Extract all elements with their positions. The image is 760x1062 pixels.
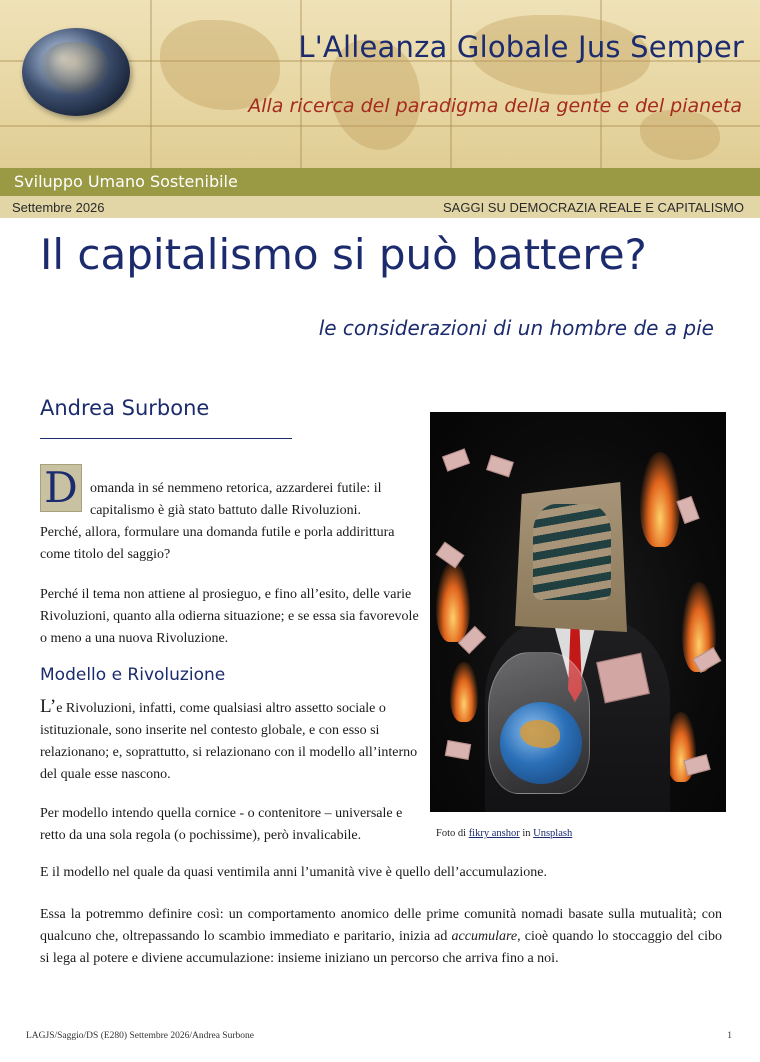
paragraph-2: Perché il tema non attiene al prosieguo, e fino all’esito, delle varie Rivoluzioni, quanto alla odierna situazione; e se essa sia favorevole o meno a una nuova Rivoluzione.: [40, 587, 419, 646]
caption-prefix: Foto di: [436, 828, 469, 839]
paragraph-3: [40, 696, 420, 786]
paragraph-5: E il modello nel quale da quasi ventimila anni l’umanità vive è quello dell’accumulazione.: [40, 865, 547, 880]
paragraph-6-b: , cioè quando lo stoccaggio del cibo si lega al potere e diviene accumulazione: insieme iniziano un percorso che arriva fino a noi.: [40, 929, 722, 966]
series-name: SAGGI SU DEMOCRAZIA REALE E CAPITALISMO: [443, 200, 744, 215]
author-name: Andrea Surbone: [40, 396, 210, 420]
article-title: Il capitalismo si può battere?: [40, 230, 647, 279]
caption-mid: in: [519, 828, 534, 839]
source-link[interactable]: Unsplash: [533, 828, 573, 839]
section-heading: Modello e Rivoluzione: [40, 665, 226, 685]
issue-bar: [0, 196, 760, 218]
site-tagline: Alla ricerca del paradigma della gente e del pianeta: [248, 95, 742, 117]
header-banner: [0, 0, 760, 168]
globe-logo: [22, 28, 130, 116]
paragraph-3-lead: L’: [40, 696, 57, 717]
paragraph-1-first: omanda in sé nemmeno retorica, azzarderei futile: il capitalismo è già stato battuto dalle Rivoluzioni.: [90, 481, 382, 518]
issue-date: Settembre 2026: [12, 200, 105, 215]
paragraph-4: Per modello intendo quella cornice - o contenitore – universale e retto da una sola regola (o pochissime), però invalicabile.: [40, 806, 403, 843]
drop-cap: D: [40, 464, 82, 512]
paragraph-3-text: e Rivoluzioni, infatti, come qualsiasi altro assetto sociale o istituzionale, sono inserite nel contesto globale, e con esso si relazionano; e, soprattutto, si relazionano con il modello all’interno del quale esse nascono.: [40, 701, 418, 782]
section-band: [0, 168, 760, 196]
earth-icon: [500, 702, 582, 784]
paragraph-6: [40, 904, 722, 970]
photo-caption: [436, 828, 572, 839]
photographer-link[interactable]: fikry anshor: [468, 828, 520, 839]
band-label: Sviluppo Umano Sostenibile: [14, 172, 238, 191]
footer-reference: LAGJS/Saggio/DS (E280) Settembre 2026/Andrea Surbone: [26, 1031, 254, 1041]
author-divider: [40, 438, 292, 439]
page-number: 1: [727, 1031, 732, 1041]
paragraph-6-a: Essa la potremmo definire così: un comportamento anomico delle prime comunità nomadi basate sulla mutualità; con qualcuno che, oltrepassando lo scambio immediato e paritario, inizia ad: [40, 907, 722, 944]
article-photo: [430, 412, 726, 812]
paragraph-6-emphasis: accumulare: [451, 929, 518, 944]
site-title: L'Alleanza Globale Jus Semper: [298, 30, 744, 64]
article-subtitle: le considerazioni di un hombre de a pie: [318, 316, 714, 340]
paragraph-1-rest: Perché, allora, formulare una domanda futile e porla addirittura come titolo del saggio?: [40, 525, 395, 562]
